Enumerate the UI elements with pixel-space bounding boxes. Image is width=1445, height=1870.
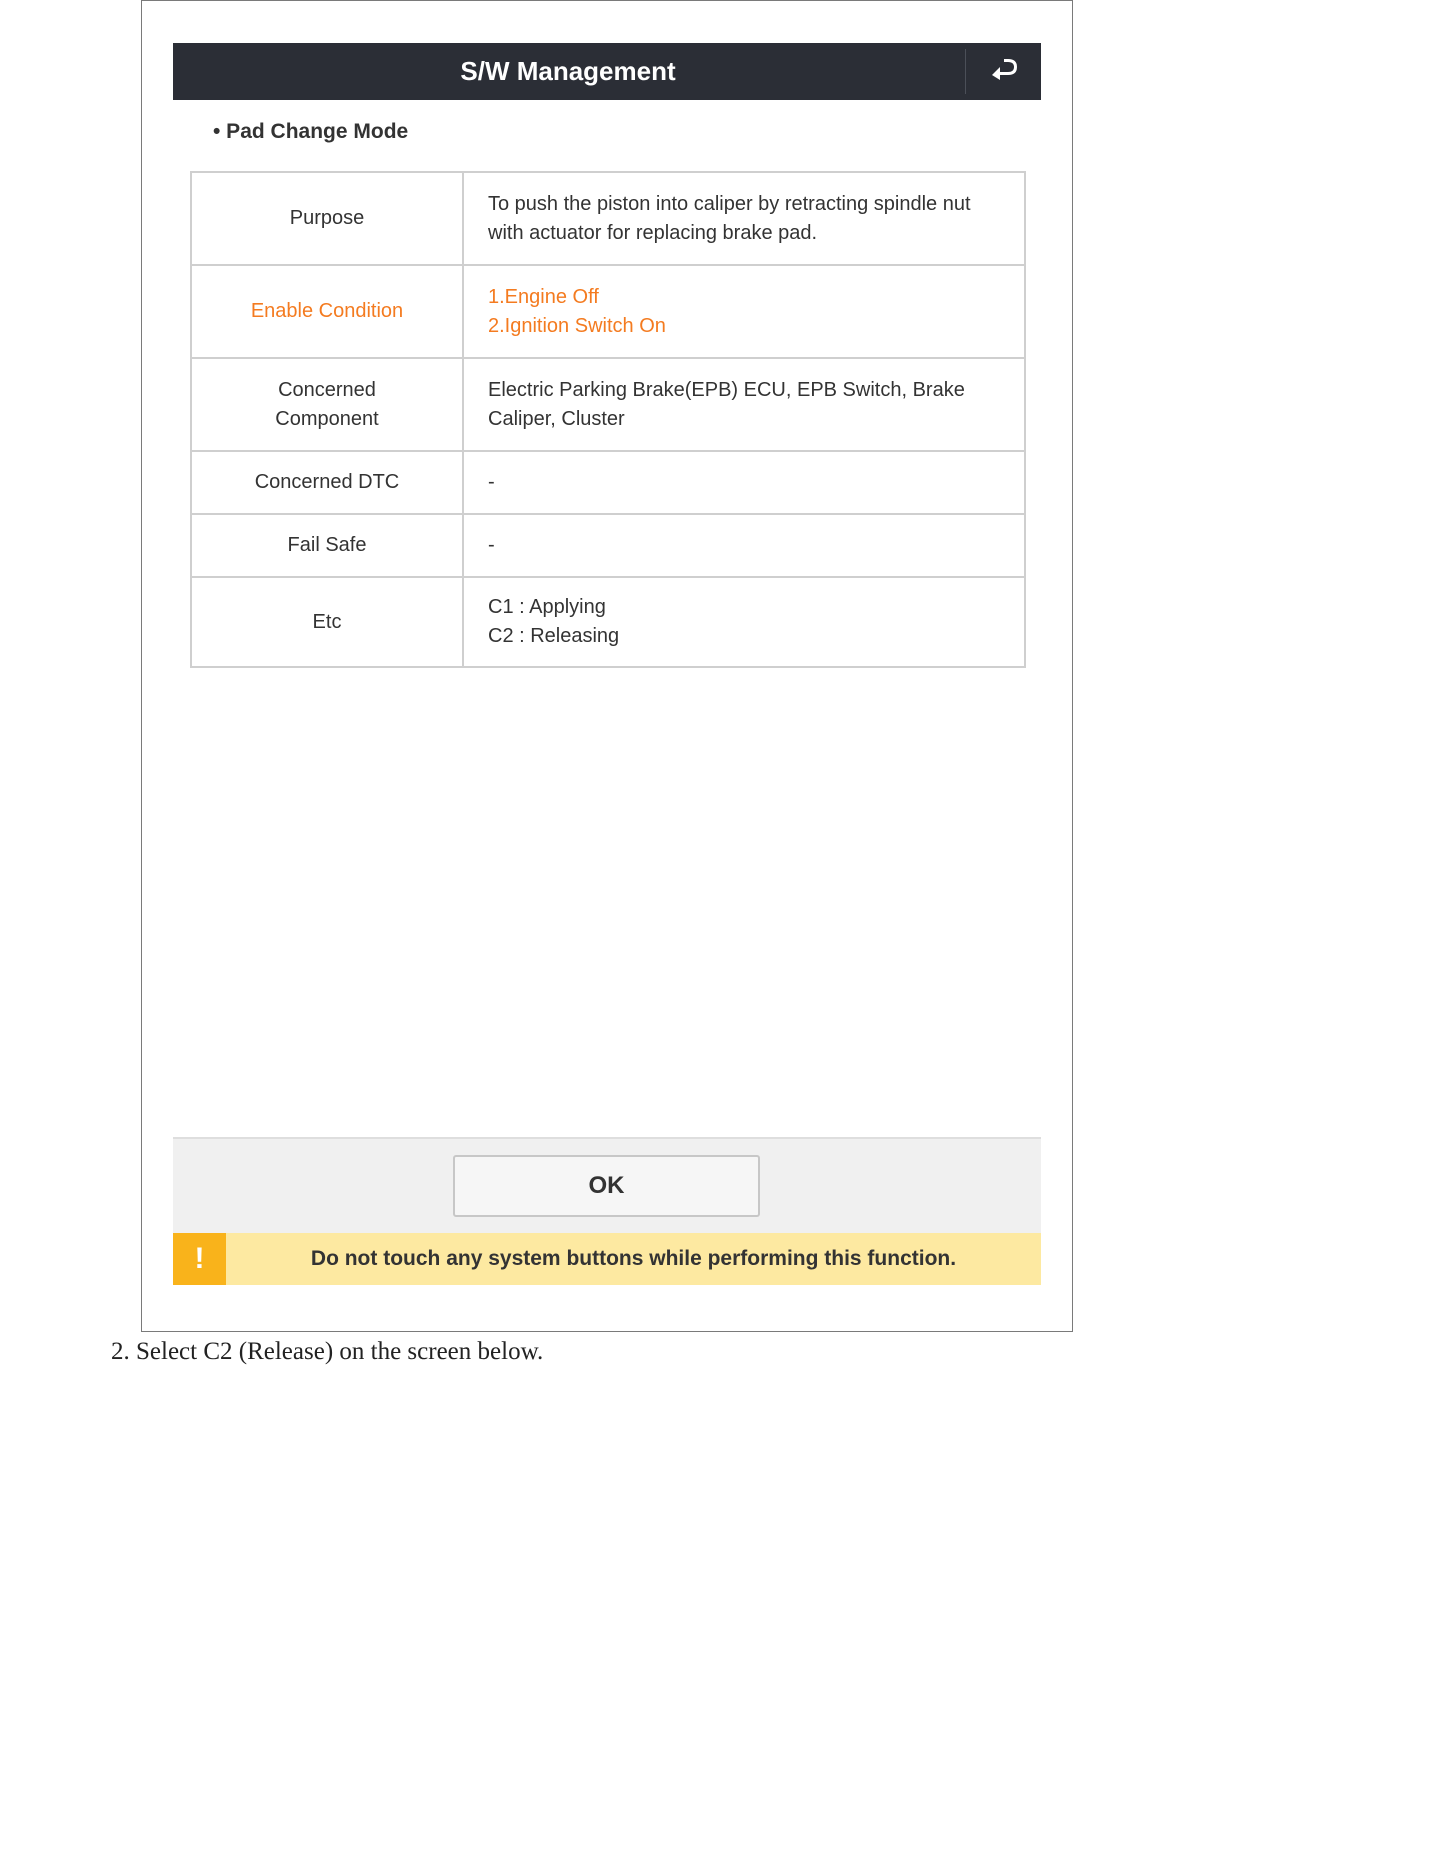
row-label-line: Concerned — [278, 378, 376, 401]
row-value-line: C1 : Applying — [488, 596, 606, 618]
table-row — [191, 514, 1025, 577]
back-arrow-icon — [988, 58, 1020, 86]
page-title: S/W Management — [460, 56, 676, 86]
row-value — [463, 514, 1025, 577]
row-value — [463, 577, 1025, 667]
table-row — [191, 265, 1025, 358]
row-label-line: Fail Safe — [287, 534, 367, 556]
app-header — [173, 43, 1041, 100]
footer-bar — [173, 1137, 1041, 1233]
row-value — [463, 265, 1025, 358]
table-row — [191, 451, 1025, 514]
row-label — [191, 172, 463, 265]
row-value-line: - — [488, 471, 495, 493]
warning-bar — [173, 1233, 1041, 1285]
row-label-line: Etc — [312, 610, 342, 633]
row-value-line: with actuator for replacing brake pad. — [488, 221, 818, 244]
row-value-line: To push the piston into caliper by retracting spindle nut — [488, 192, 971, 215]
row-label — [191, 514, 463, 577]
row-label — [191, 451, 463, 514]
row-value-line: C2 : Releasing — [488, 625, 620, 647]
row-value-line: 1.Engine Off — [488, 285, 599, 308]
row-label — [191, 265, 463, 358]
instruction-caption: 2. Select C2 (Release) on the screen below. — [111, 1338, 544, 1365]
table-row — [191, 172, 1025, 265]
row-value — [463, 451, 1025, 514]
section-title: • Pad Change Mode — [213, 120, 409, 143]
row-value-line: - — [488, 534, 495, 556]
row-label — [191, 358, 463, 451]
row-label-line: Enable Condition — [250, 300, 404, 322]
info-table — [190, 171, 1026, 668]
row-value — [463, 358, 1025, 451]
table-row — [191, 358, 1025, 451]
row-label-line: Concerned DTC — [254, 471, 400, 493]
table-row — [191, 577, 1025, 667]
back-button[interactable] — [966, 43, 1041, 100]
row-value — [463, 172, 1025, 265]
warning-text: Do not touch any system buttons while performing this function. — [310, 1247, 957, 1270]
row-label — [191, 577, 463, 667]
row-value-line: 2.Ignition Switch On — [488, 314, 666, 337]
row-value-line: Electric Parking Brake(EPB) ECU, EPB Switch, Brake — [488, 378, 965, 401]
row-value-line: Caliper, Cluster — [488, 407, 625, 430]
warning-icon: ! — [173, 1233, 226, 1285]
row-label-line: Purpose — [289, 207, 365, 229]
ok-button[interactable]: OK — [453, 1155, 760, 1217]
row-label-line: Component — [275, 407, 379, 430]
